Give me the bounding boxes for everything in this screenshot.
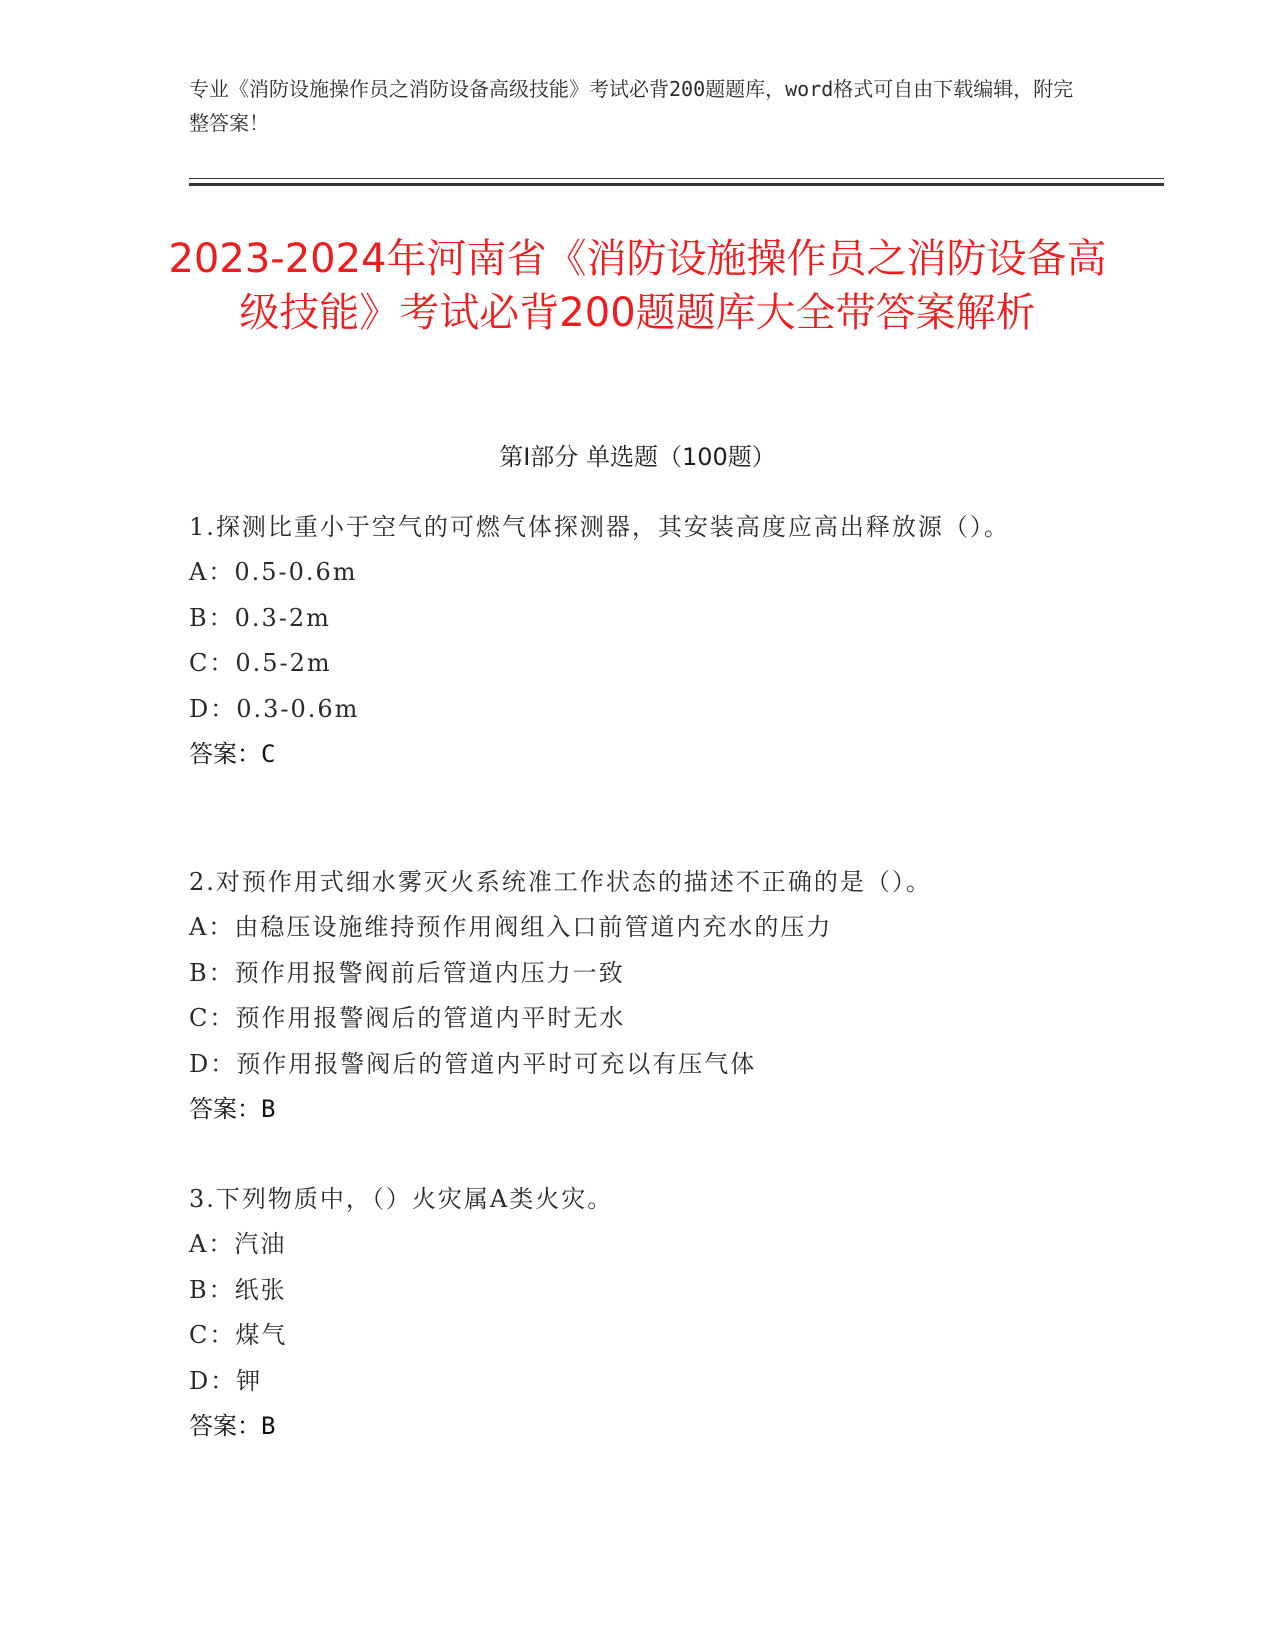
option-d: D：钾 bbox=[189, 1366, 263, 1395]
answer-line bbox=[189, 1404, 1089, 1449]
document-title: 2023-2024年河南省《消防设施操作员之消防设备高级技能》考试必背200题题库大全带答案解析 bbox=[168, 236, 1107, 336]
answer-line bbox=[189, 1087, 1089, 1132]
section-title: 第I部分 单选题（100题） bbox=[499, 443, 776, 471]
answer-value: B bbox=[261, 1412, 276, 1440]
question-stem: 1.探测比重小于空气的可燃气体探测器，其安装高度应高出释放源（）。 bbox=[189, 513, 1010, 541]
answer-label: 答案： bbox=[189, 1412, 261, 1440]
option-d: D：0.3-0.6m bbox=[189, 694, 360, 723]
answer-label: 答案： bbox=[189, 740, 261, 768]
option-b: B：纸张 bbox=[189, 1275, 287, 1304]
header-note: 专业《消防设施操作员之消防设备高级技能》考试必背200题题库，word格式可自由下载编辑，附完整答案！ bbox=[189, 77, 1074, 135]
option-c: C：0.5-2m bbox=[189, 649, 332, 677]
option-a: A：0.5-0.6m bbox=[189, 558, 358, 586]
question-3 bbox=[189, 1177, 1089, 1449]
header-divider-thin bbox=[189, 178, 1164, 179]
option-c: C：煤气 bbox=[189, 1321, 288, 1349]
option-a: A：汽油 bbox=[189, 1230, 287, 1258]
option-c: C：预作用报警阀后的管道内平时无水 bbox=[189, 1004, 626, 1032]
answer-line bbox=[189, 732, 1089, 777]
option-b: B：预作用报警阀前后管道内压力一致 bbox=[189, 958, 625, 987]
option-d: D：预作用报警阀后的管道内平时可充以有压气体 bbox=[189, 1049, 757, 1078]
answer-value: C bbox=[261, 740, 276, 768]
question-stem: 2.对预作用式细水雾灭火系统准工作状态的描述不正确的是（）。 bbox=[189, 868, 932, 896]
question-1 bbox=[189, 505, 1089, 777]
header-divider-thick bbox=[189, 183, 1164, 186]
question-2 bbox=[189, 860, 1089, 1132]
option-b: B：0.3-2m bbox=[189, 603, 331, 632]
option-a: A：由稳压设施维持预作用阀组入口前管道内充水的压力 bbox=[189, 913, 833, 941]
answer-label: 答案： bbox=[189, 1095, 261, 1123]
answer-value: B bbox=[261, 1095, 276, 1123]
question-stem: 3.下列物质中，（）火灾属A类火灾。 bbox=[189, 1185, 614, 1213]
